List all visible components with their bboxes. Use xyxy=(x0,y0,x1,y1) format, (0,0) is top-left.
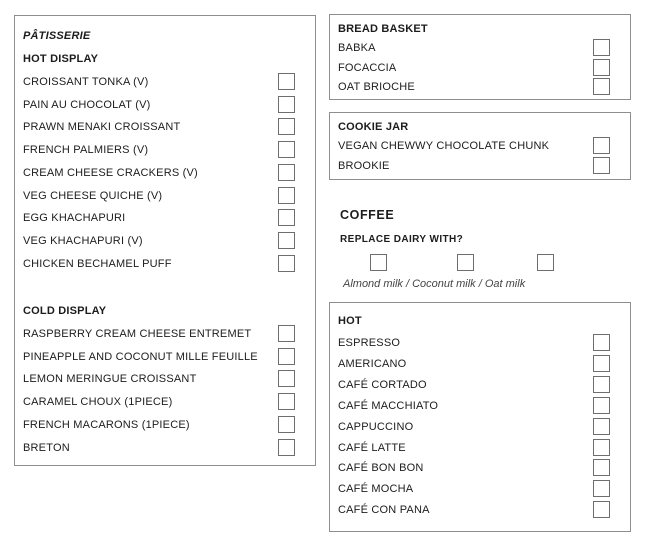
list-item xyxy=(15,255,315,275)
almond-milk-checkbox[interactable] xyxy=(370,254,387,271)
coconut-milk-checkbox[interactable] xyxy=(457,254,474,271)
hot-coffee-title: HOT xyxy=(338,315,362,327)
hot-coffee-panel xyxy=(329,302,631,532)
item-label: CROISSANT TONKA (V) xyxy=(23,76,149,88)
babka-checkbox[interactable] xyxy=(593,39,610,56)
oat-milk-checkbox[interactable] xyxy=(537,254,554,271)
patisserie-title: PÂTISSERIE xyxy=(23,30,91,42)
almond-milk-label: Almond milk xyxy=(343,278,403,290)
caramel-choux-1piece-checkbox[interactable] xyxy=(278,393,295,410)
breton-checkbox[interactable] xyxy=(278,439,295,456)
list-item xyxy=(15,118,315,138)
list-item xyxy=(15,393,315,413)
list-item xyxy=(15,232,315,252)
croissant-tonka-v-checkbox[interactable] xyxy=(278,73,295,90)
item-label: ESPRESSO xyxy=(338,337,401,349)
list-item xyxy=(330,459,630,479)
list-item xyxy=(15,439,315,459)
item-label: CREAM CHEESE CRACKERS (V) xyxy=(23,166,198,179)
item-label: PINEAPPLE AND COCONUT MILLE FEUILLE xyxy=(23,350,258,363)
item-label: OAT BRIOCHE xyxy=(338,81,415,93)
list-item xyxy=(330,376,630,396)
item-label: CAFÉ LATTE xyxy=(338,441,406,454)
list-item xyxy=(330,439,630,459)
item-label: FRENCH PALMIERS (V) xyxy=(23,144,149,157)
focaccia-checkbox[interactable] xyxy=(593,59,610,76)
brookie-checkbox[interactable] xyxy=(593,157,610,174)
milk-separator: / xyxy=(405,278,410,290)
list-item xyxy=(15,209,315,229)
caf-con-pana-checkbox[interactable] xyxy=(593,501,610,518)
list-item xyxy=(330,501,630,521)
list-item xyxy=(330,397,630,417)
espresso-checkbox[interactable] xyxy=(593,334,610,351)
egg-khachapuri-checkbox[interactable] xyxy=(278,209,295,226)
bread-basket-panel xyxy=(329,14,631,100)
list-item xyxy=(15,325,315,345)
cookie-jar-panel xyxy=(329,112,631,180)
patisserie-panel xyxy=(14,15,316,466)
caf-macchiato-checkbox[interactable] xyxy=(593,397,610,414)
veg-khachapuri-v-checkbox[interactable] xyxy=(278,232,295,249)
item-label: EGG KHACHAPURI xyxy=(23,212,126,225)
list-item xyxy=(330,59,630,79)
item-label: VEG KHACHAPURI (V) xyxy=(23,234,143,247)
list-item xyxy=(330,334,630,354)
vegan-chewwy-chocolate-chunk-checkbox[interactable] xyxy=(593,137,610,154)
pineapple-and-coconut-mille-feuille-checkbox[interactable] xyxy=(278,348,295,365)
americano-checkbox[interactable] xyxy=(593,355,610,372)
list-item xyxy=(15,348,315,368)
milk-separator: / xyxy=(478,278,482,290)
item-label: PAIN AU CHOCOLAT (V) xyxy=(23,98,151,111)
list-item xyxy=(330,355,630,375)
list-item xyxy=(330,480,630,500)
list-item xyxy=(15,141,315,161)
item-label: VEGAN CHEWWY CHOCOLATE CHUNK xyxy=(338,140,550,152)
prawn-menaki-croissant-checkbox[interactable] xyxy=(278,118,295,135)
item-label: CAFÉ CORTADO xyxy=(338,378,427,391)
veg-cheese-quiche-v-checkbox[interactable] xyxy=(278,187,295,204)
item-label: VEG CHEESE QUICHE (V) xyxy=(23,189,163,202)
item-label: LEMON MERINGUE CROISSANT xyxy=(23,373,197,386)
cream-cheese-crackers-v-checkbox[interactable] xyxy=(278,164,295,181)
item-label: AMERICANO xyxy=(338,357,407,370)
list-item xyxy=(330,78,630,98)
item-label: PRAWN MENAKI CROISSANT xyxy=(23,121,181,134)
item-label: BABKA xyxy=(338,42,376,54)
caf-mocha-checkbox[interactable] xyxy=(593,480,610,497)
chicken-bechamel-puff-checkbox[interactable] xyxy=(278,255,295,272)
pain-au-chocolat-v-checkbox[interactable] xyxy=(278,96,295,113)
bread-basket-title: BREAD BASKET xyxy=(338,23,428,35)
item-label: FOCACCIA xyxy=(338,61,397,74)
item-label: CARAMEL CHOUX (1PIECE) xyxy=(23,396,173,409)
item-label: CAPPUCCINO xyxy=(338,420,414,433)
replace-dairy-label: REPLACE DAIRY WITH? xyxy=(340,234,464,245)
caf-bon-bon-checkbox[interactable] xyxy=(593,459,610,476)
list-item xyxy=(15,96,315,116)
coffee-title: COFFEE xyxy=(340,208,395,222)
list-item xyxy=(330,39,630,59)
cold-display-title: COLD DISPLAY xyxy=(23,305,107,317)
oat-milk-label: Oat milk xyxy=(484,278,526,290)
caf-latte-checkbox[interactable] xyxy=(593,439,610,456)
milk-options-line xyxy=(343,278,525,290)
lemon-meringue-croissant-checkbox[interactable] xyxy=(278,370,295,387)
list-item xyxy=(15,416,315,436)
oat-brioche-checkbox[interactable] xyxy=(593,78,610,95)
item-label: FRENCH MACARONS (1PIECE) xyxy=(23,418,190,431)
cookie-jar-title: COOKIE JAR xyxy=(338,121,409,133)
item-label: BROOKIE xyxy=(338,160,390,172)
item-label: CAFÉ MACCHIATO xyxy=(338,399,439,412)
cappuccino-checkbox[interactable] xyxy=(593,418,610,435)
item-label: CHICKEN BECHAMEL PUFF xyxy=(23,257,172,270)
list-item xyxy=(15,187,315,207)
list-item xyxy=(330,137,630,157)
french-palmiers-v-checkbox[interactable] xyxy=(278,141,295,158)
coconut-milk-label: Coconut milk xyxy=(412,278,476,290)
list-item xyxy=(15,73,315,93)
list-item xyxy=(15,164,315,184)
hot-display-title: HOT DISPLAY xyxy=(23,53,99,65)
item-label: CAFÉ MOCHA xyxy=(338,483,414,496)
item-label: CAFÉ BON BON xyxy=(338,462,424,475)
item-label: CAFÉ CON PANA xyxy=(338,504,430,517)
item-label: BRETON xyxy=(23,441,70,454)
french-macarons-1piece-checkbox[interactable] xyxy=(278,416,295,433)
list-item xyxy=(15,370,315,390)
list-item xyxy=(330,418,630,438)
list-item xyxy=(330,157,630,177)
item-label: RASPBERRY CREAM CHEESE ENTREMET xyxy=(23,328,252,340)
raspberry-cream-cheese-entremet-checkbox[interactable] xyxy=(278,325,295,342)
caf-cortado-checkbox[interactable] xyxy=(593,376,610,393)
